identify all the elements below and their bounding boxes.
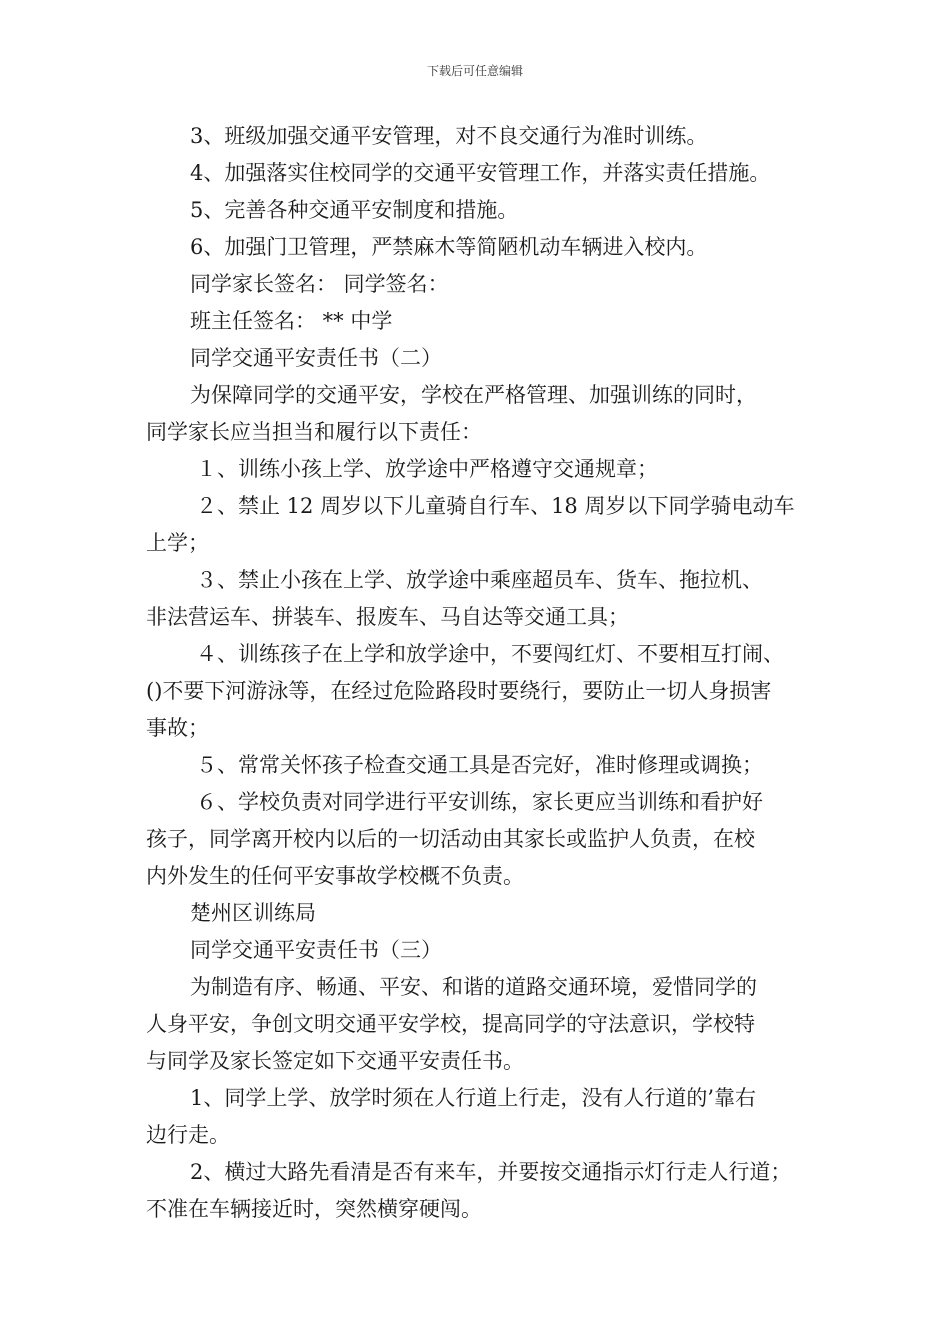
paragraph-item-3: 3、班级加强交通平安管理，对不良交通行为准时训练。 (190, 124, 708, 148)
duty-item-4-line-3: 事故； (146, 716, 209, 740)
paragraph-item-4: 4、加强落实住校同学的交通平安管理工作，并落实责任措施。 (190, 161, 771, 185)
duty-item-4-line-2: ()不要下河游泳等，在经过危险路段时要绕行，要防止一切人身损害 (146, 679, 772, 703)
rule-item-1-line-2: 边行走。 (146, 1123, 230, 1147)
section-title-3: 同学交通平安责任书（三） (190, 938, 442, 962)
duty-item-2-line-1: ２、禁止 12 周岁以下儿童骑自行车、18 周岁以下同学骑电动车 (196, 494, 795, 518)
duty-item-6-line-3: 内外发生的任何平安事故学校概不负责。 (146, 864, 524, 888)
intro-paragraph-2-line-1: 为保障同学的交通平安，学校在严格管理、加强训练的同时， (190, 383, 757, 407)
intro-paragraph-3-line-1: 为制造有序、畅通、平安、和谐的道路交通环境，爱惜同学的 (190, 975, 757, 999)
duty-item-1: １、训练小孩上学、放学途中严格遵守交通规章； (196, 457, 658, 481)
paragraph-item-5: 5、完善各种交通平安制度和措施。 (190, 198, 519, 222)
rule-item-2 (146, 1154, 816, 1228)
section-title-2: 同学交通平安责任书（二） (190, 346, 442, 370)
page-header-note: 下载后可任意编辑 (426, 64, 523, 78)
duty-item-6-line-1: ６、学校负责对同学进行平安训练，家长更应当训练和看护好 (196, 790, 763, 814)
intro-paragraph-3-line-2: 人身平安，争创文明交通平安学校，提高同学的守法意识，学校特 (146, 1012, 755, 1036)
duty-item-6-line-2: 孩子，同学离开校内以后的一切活动由其家长或监护人负责，在校 (146, 827, 755, 851)
intro-paragraph-2-line-2: 同学家长应当担当和履行以下责任： (146, 420, 482, 444)
duty-item-3 (146, 562, 816, 636)
rule-item-1 (146, 1080, 816, 1154)
document-body (146, 118, 816, 1228)
rule-item-1-line-1: 1、同学上学、放学时须在人行道上行走，没有人行道的’靠右 (190, 1086, 757, 1110)
duty-item-5: ５、常常关怀孩子检查交通工具是否完好，准时修理或调换； (196, 753, 763, 777)
signature-line-parent-student: 同学家长签名： 同学签名： (190, 272, 449, 296)
intro-paragraph-3-line-3: 与同学及家长签定如下交通平安责任书。 (146, 1049, 524, 1073)
paragraph-item-6: 6、加强门卫管理，严禁麻木等简陋机动车辆进入校内。 (190, 235, 708, 259)
duty-item-2-line-2: 上学； (146, 531, 209, 555)
issuer-name: 楚州区训练局 (190, 901, 316, 925)
rule-item-2-line-2: 不准在车辆接近时，突然横穿硬闯。 (146, 1197, 482, 1221)
rule-item-2-line-1: 2、横过大路先看清是否有来车，并要按交通指示灯行走人行道； (190, 1160, 792, 1184)
intro-paragraph-3 (146, 969, 816, 1080)
duty-item-2 (146, 488, 816, 562)
duty-item-3-line-1: ３、禁止小孩在上学、放学途中乘座超员车、货车、拖拉机、 (196, 568, 763, 592)
duty-item-3-line-2: 非法营运车、拼装车、报废车、马自达等交通工具； (146, 605, 629, 629)
duty-item-6 (146, 784, 816, 895)
duty-item-4 (146, 636, 816, 747)
duty-item-4-line-1: ４、训练孩子在上学和放学途中，不要闯红灯、不要相互打闹、 (196, 642, 784, 666)
intro-paragraph-2 (146, 377, 816, 451)
signature-line-teacher-school: 班主任签名： ** 中学 (190, 309, 393, 333)
